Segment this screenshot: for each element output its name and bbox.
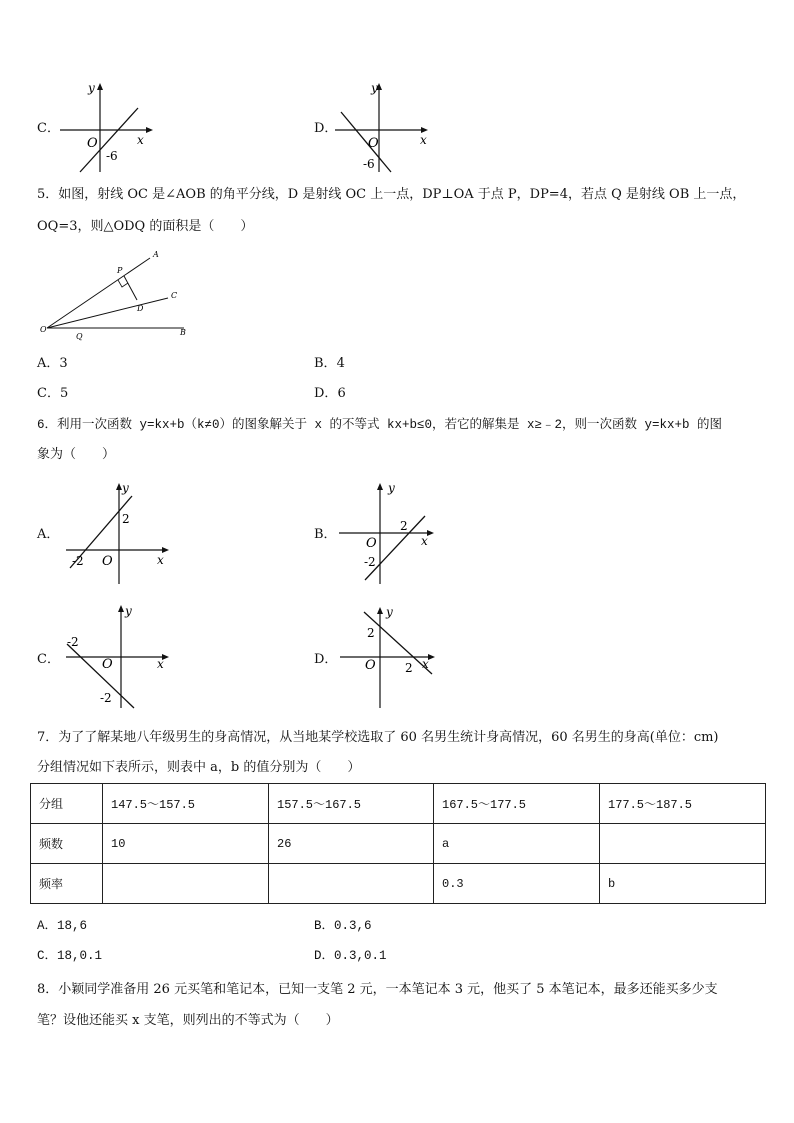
origin-label: O bbox=[102, 657, 113, 672]
point-q-label: Q bbox=[76, 332, 83, 341]
table-row bbox=[31, 864, 766, 904]
option-text: 3 bbox=[59, 356, 68, 371]
option-label: D． bbox=[314, 949, 335, 963]
intercept-label: -6 bbox=[106, 149, 118, 163]
table-cell bbox=[269, 864, 434, 904]
q5-text-line1: 5．如图，射线 OC 是∠AOB 的角平分线，D 是射线 OC 上一点，DP⊥OA 于点 P，DP=4，若点 Q 是射线 OB 上一点， bbox=[37, 187, 746, 202]
x-intercept-label: -2 bbox=[72, 554, 84, 568]
option-label: B． bbox=[314, 919, 335, 933]
table-cell: 167.5～177.5 bbox=[434, 784, 600, 824]
q7-option-c[interactable] bbox=[37, 948, 102, 964]
x-label: x bbox=[421, 534, 428, 548]
y-intercept-label: 2 bbox=[367, 626, 375, 640]
origin-label: O bbox=[366, 536, 377, 551]
table-row bbox=[31, 824, 766, 864]
x-label: x bbox=[157, 553, 164, 567]
x-axis-arrow bbox=[427, 530, 434, 536]
segment-dp bbox=[124, 276, 137, 300]
point-o-label: O bbox=[40, 325, 47, 334]
x-intercept-label: -2 bbox=[67, 635, 79, 649]
q5-text-line2: OQ=3，则△ODQ 的面积是（ ） bbox=[37, 219, 254, 234]
option-label: B． bbox=[314, 356, 337, 371]
q4-option-d-label: D． bbox=[314, 121, 338, 136]
table-cell: 147.5～157.5 bbox=[103, 784, 269, 824]
origin-label: O bbox=[368, 136, 379, 151]
q7-text-line1: 7．为了了解某地八年级男生的身高情况，从当地某学校选取了 60 名男生统计身高情况，60 名男生的身高(单位：cm) bbox=[37, 730, 719, 745]
table-cell: 0.3 bbox=[434, 864, 600, 904]
table-row bbox=[31, 784, 766, 824]
table-cell: 分组 bbox=[31, 784, 103, 824]
y-axis-arrow bbox=[118, 605, 124, 612]
q6-text-line1: 6．利用一次函数 y=kx+b（k≠0）的图象解关于 x 的不等式 kx+b≤0，若它的解集是 x≥﹣2，则一次函数 y=kx+b 的图 bbox=[37, 418, 723, 432]
origin-label: O bbox=[87, 136, 98, 151]
option-label: C． bbox=[37, 386, 60, 401]
y-intercept-label: -2 bbox=[364, 555, 376, 569]
point-p-label: P bbox=[117, 266, 123, 275]
option-text: 5 bbox=[59, 386, 69, 401]
q7-option-b[interactable] bbox=[314, 918, 372, 934]
origin-label: O bbox=[365, 658, 376, 673]
y-label: y bbox=[122, 481, 129, 495]
point-b-label: B bbox=[180, 328, 186, 337]
q8-text-line1: 8．小颖同学准备用 26 元买笔和笔记本，已知一支笔 2 元，一本笔记本 3 元，他买了 5 本笔记本，最多还能买多少支 bbox=[37, 982, 718, 997]
option-text: 0.3,6 bbox=[334, 919, 372, 933]
x-intercept-label: 2 bbox=[405, 661, 413, 675]
table-cell: 10 bbox=[103, 824, 269, 864]
y-label: y bbox=[88, 81, 95, 95]
table-cell: 频率 bbox=[31, 864, 103, 904]
y-intercept-label: -2 bbox=[100, 691, 112, 705]
q6-option-c-label[interactable]: C． bbox=[37, 652, 60, 667]
q5-option-d[interactable] bbox=[314, 386, 346, 402]
option-label: A． bbox=[37, 356, 60, 371]
table-cell: 频数 bbox=[31, 824, 103, 864]
table-cell: 157.5～167.5 bbox=[269, 784, 434, 824]
q5-option-a[interactable] bbox=[37, 356, 68, 372]
q6-option-a-label[interactable]: A． bbox=[37, 527, 60, 542]
q6-graph-b bbox=[335, 478, 445, 588]
q4-graph-d bbox=[333, 80, 433, 175]
q6-option-d-label[interactable]: D． bbox=[314, 652, 338, 667]
option-label: A． bbox=[37, 919, 58, 933]
y-label: y bbox=[125, 604, 132, 618]
point-c-label: C bbox=[171, 291, 178, 300]
ray-oa bbox=[47, 258, 150, 328]
q6-option-b-label[interactable]: B． bbox=[314, 527, 337, 542]
q6-graph-a bbox=[62, 478, 172, 588]
table-cell: 177.5～187.5 bbox=[600, 784, 766, 824]
q6-graph-d bbox=[336, 602, 446, 712]
q5-option-b[interactable] bbox=[314, 356, 345, 372]
y-label: y bbox=[388, 481, 395, 495]
q4-option-c-label: C． bbox=[37, 121, 60, 136]
table-cell bbox=[600, 824, 766, 864]
q5-angle-figure bbox=[38, 246, 198, 344]
x-intercept-label: 2 bbox=[400, 519, 408, 533]
q5-option-c[interactable] bbox=[37, 386, 68, 402]
x-label: x bbox=[422, 657, 429, 671]
option-text: 18,0.1 bbox=[57, 949, 103, 963]
option-label: D． bbox=[314, 386, 338, 401]
table-cell: a bbox=[434, 824, 600, 864]
origin-label: O bbox=[102, 554, 113, 569]
q7-text-line2: 分组情况如下表所示，则表中 a，b 的值分别为（ ） bbox=[37, 760, 361, 775]
option-label: C． bbox=[37, 949, 58, 963]
table-cell: b bbox=[600, 864, 766, 904]
height-frequency-table bbox=[30, 783, 766, 904]
y-axis-arrow bbox=[377, 607, 383, 614]
table-cell bbox=[103, 864, 269, 904]
y-axis-arrow bbox=[377, 483, 383, 490]
y-axis-arrow bbox=[97, 83, 103, 90]
point-d-label: D bbox=[137, 304, 144, 313]
q6-text-line2: 象为（ ） bbox=[37, 447, 116, 462]
option-text: 6 bbox=[337, 386, 346, 401]
table-cell: 26 bbox=[269, 824, 434, 864]
point-a-label: A bbox=[153, 250, 159, 259]
q6-graph-c bbox=[62, 602, 172, 712]
q4-graph-c bbox=[58, 80, 158, 175]
q7-option-a[interactable] bbox=[37, 918, 87, 934]
y-label: y bbox=[371, 81, 378, 95]
intercept-label: -6 bbox=[363, 157, 375, 171]
option-text: 18,6 bbox=[57, 919, 88, 933]
x-label: x bbox=[137, 133, 144, 147]
x-label: x bbox=[157, 657, 164, 671]
q8-text-line2: 笔？设他还能买 x 支笔，则列出的不等式为（ ） bbox=[37, 1013, 339, 1028]
option-text: 4 bbox=[336, 356, 345, 371]
y-label: y bbox=[386, 605, 393, 619]
ray-oc bbox=[47, 298, 168, 328]
y-intercept-label: 2 bbox=[122, 512, 130, 526]
x-label: x bbox=[420, 133, 427, 147]
x-axis-arrow bbox=[146, 127, 153, 133]
option-text: 0.3,0.1 bbox=[334, 949, 387, 963]
x-axis-arrow bbox=[428, 654, 435, 660]
q7-option-d[interactable] bbox=[314, 948, 387, 964]
